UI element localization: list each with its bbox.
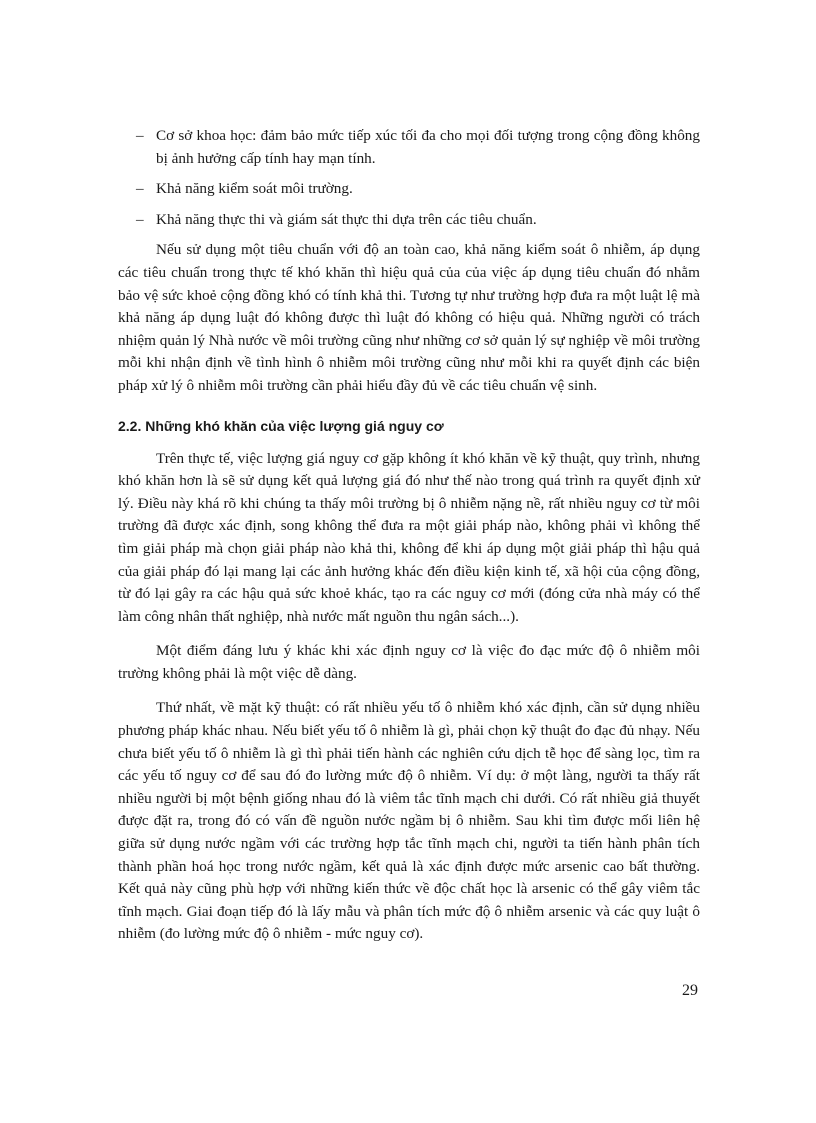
dash-marker: –	[136, 210, 144, 228]
list-item-text: Khả năng kiểm soát môi trường.	[156, 180, 353, 198]
list-item-text: Cơ sở khoa học: đảm bảo mức tiếp xúc tối đa cho mọi đối tượng trong cộng đồng không bị ảnh hưởng cấp tính hay mạn tính.	[156, 127, 700, 167]
paragraph-difficulties: Trên thực tế, việc lượng giá nguy cơ gặp không ít khó khăn về kỹ thuật, quy trình, nhưng khó khăn hơn là sẽ sử dụng kết quả lượng giá đó như thế nào trong quá trình ra quyết định xử lý. Điều này khá rõ khi chúng ta thấy môi trường bị ô nhiễm nặng nề, rất nhiều nguy cơ từ môi trường đã được xác định, song không thể đưa ra một giải pháp nào, không phải vì không thể tìm giải pháp mà chọn giải pháp nào khả thi, không để khi áp dụng một giải pháp thì hậu quả của giải pháp đó lại mang lại các ảnh hưởng khác đến điều kiện kinh tế, xã hội của cộng đồng, từ đó lại gây ra các hậu quả sức khoẻ khác, tạo ra các nguy cơ mới (đóng cửa nhà máy có thể làm công nhân thất nghiệp, nhà nước mất nguồn thu ngân sách...).	[118, 449, 700, 625]
paragraph-technical: Thứ nhất, về mặt kỹ thuật: có rất nhiều yếu tố ô nhiễm khó xác định, cần sử dụng nhiều phương pháp khác nhau. Nếu biết yếu tố ô nhiễm là gì, phải chọn kỹ thuật đo đạc đủ nhạy. Nếu chưa biết yếu tố ô nhiễm là gì thì phải tiến hành các nghiên cứu dịch tễ học để sàng lọc, tìm ra các yếu tố nguy cơ để sau đó đo lường mức độ ô nhiễm. Ví dụ: ở một làng, người ta thấy rất nhiều người bị một bệnh giống nhau đó là viêm tắc tĩnh mạch chi dưới. Có rất nhiều giả thuyết được đặt ra, trong đó có vấn đề nguồn nước ngầm bị ô nhiễm. Sau khi tìm được mối liên hệ giữa sử dụng nước ngầm với các trường hợp tắc tĩnh mạch chi, người ta tiến hành phân tích thành phần hoá học trong nước ngầm, kết quả là xác định được mức arsenic cao bất thường. Kết quả này cũng phù hợp với những kiến thức về độc chất học là arsenic có thể gây viêm tắc tĩnh mạch. Giai đoạn tiếp đó là lấy mẫu và phân tích mức độ ô nhiễm arsenic và các quy luật ô nhiễm (đo lường mức độ ô nhiễm - mức nguy cơ).	[118, 699, 700, 943]
list-item	[118, 125, 700, 170]
criteria-list	[118, 125, 700, 231]
list-item	[118, 209, 700, 232]
list-item	[118, 178, 700, 201]
page-number: 29	[682, 982, 698, 999]
dash-marker: –	[136, 180, 144, 198]
page-body	[118, 125, 700, 958]
section-heading: 2.2. Những khó khăn của việc lượng giá nguy cơ	[118, 417, 444, 434]
list-item-text: Khả năng thực thi và giám sát thực thi dựa trên các tiêu chuẩn.	[156, 210, 537, 228]
paragraph-standards: Nếu sử dụng một tiêu chuẩn với độ an toàn cao, khả năng kiểm soát ô nhiễm, áp dụng các tiêu chuẩn trong thực tế khó khăn thì hiệu quả của của việc áp dụng tiêu chuẩn đó nhằm bảo vệ sức khoẻ cộng đồng khó có tính khả thi. Tương tự như trường hợp đưa ra một luật lệ mà khả năng áp dụng luật đó không được thì luật đó không có hiệu quả. Những người có trách nhiệm quản lý Nhà nước về môi trường cũng như những cơ sở quản lý sự nghiệp về môi trường mỗi khi nhận định về tình hình ô nhiễm môi trường cũng như mỗi khi ra quyết định các biện pháp xử lý ô nhiễm môi trường cần phải hiểu đầy đủ về các tiêu chuẩn vệ sinh.	[118, 241, 700, 394]
paragraph-measurement-note: Một điểm đáng lưu ý khác khi xác định nguy cơ là việc đo đạc mức độ ô nhiễm môi trường không phải là một việc dễ dàng.	[118, 642, 700, 682]
dash-marker: –	[136, 127, 144, 144]
